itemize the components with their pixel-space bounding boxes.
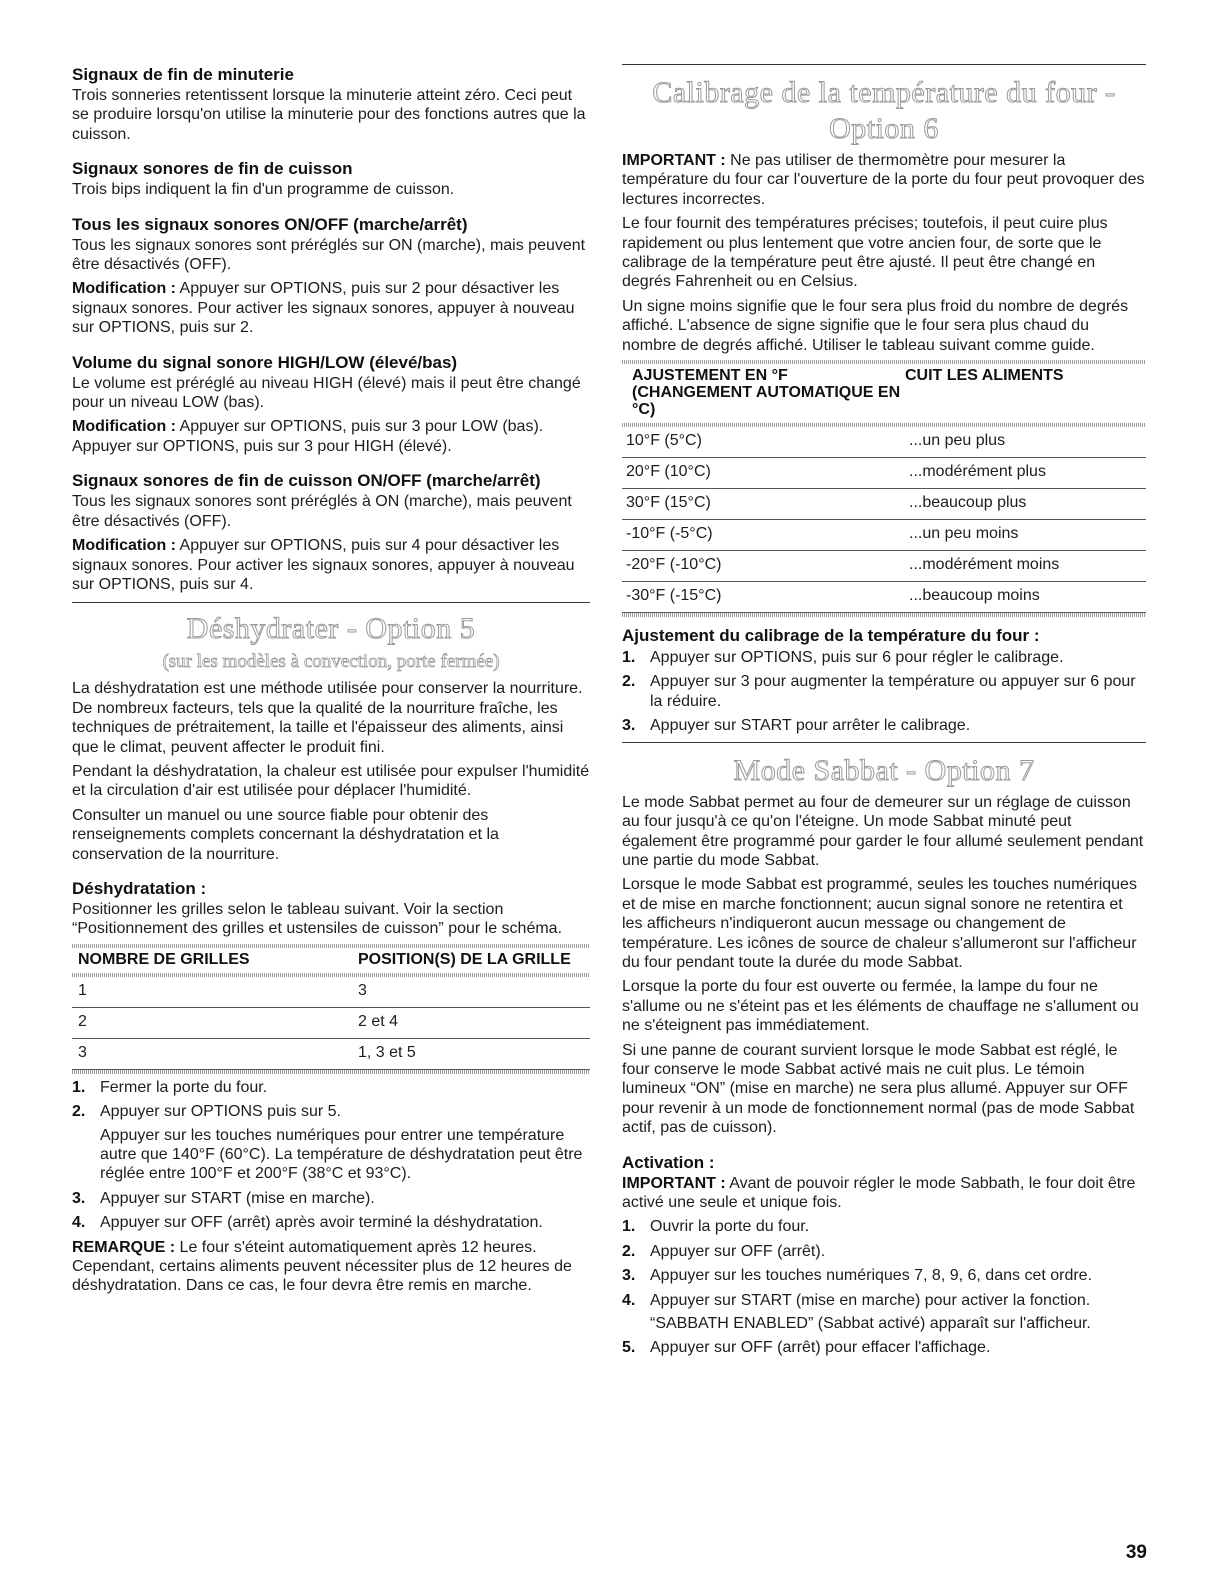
table-row: 3 1, 3 et 5 — [72, 1039, 590, 1070]
modification-paragraph: Modification : Appuyer sur OPTIONS, puis sur 3 pour LOW (bas). Appuyer sur OPTIONS, puis sur 3 pour HIGH (élevé). — [72, 418, 544, 455]
column-header: AJUSTEMENT EN °F (CHANGEMENT AUTOMATIQUE EN °C) — [632, 367, 901, 419]
section-heading: Ajustement du calibrage de la température du four : — [622, 626, 1040, 646]
calibration-steps — [622, 648, 1146, 736]
note-paragraph: REMARQUE : Le four s'éteint automatiquement après 12 heures. Cependant, certains aliments peuvent nécessiter plus de 12 heures de déshydratation. Dans ce cas, le four devra être remis en marche. — [72, 1238, 572, 1295]
table-row: 1 3 — [72, 977, 590, 1008]
list-item: 2. Appuyer sur 3 pour augmenter la température ou appuyer sur 6 pour la réduire. — [622, 673, 1136, 710]
column-header: NOMBRE DE GRILLES — [78, 950, 250, 968]
section-heading: Volume du signal sonore HIGH/LOW (élevé/bas) — [72, 352, 458, 372]
table-row: 30°F (15°C) ...beaucoup plus — [622, 489, 1146, 520]
paragraph: Trois bips indiquent la fin d'un programme de cuisson. — [72, 181, 455, 199]
paragraph: Le mode Sabbat permet au four de demeurer sur un réglage de cuisson au four jusqu'à ce qu'on l'éteigne. Un mode Sabbat minuté peut également être programmé pour garder le four allumé seulement pendant une partie du mode Sabbat. — [622, 793, 1144, 869]
section-heading: Tous les signaux sonores ON/OFF (marche/arrêt) — [72, 214, 468, 234]
section-title-calibration: Calibrage de la température du four - Option 6 — [652, 76, 1116, 145]
paragraph: Un signe moins signifie que le four sera plus froid du nombre de degrés affiché. L'absence de signe signifie que le four sera plus chaud du nombre de degrés affiché. Utiliser le tableau suivant comme guide. — [622, 297, 1129, 354]
section-title-dehydrate: Déshydrater - Option 5 — [186, 612, 476, 646]
table-row: -20°F (-10°C) ...modérément moins — [622, 551, 1146, 582]
paragraph: Pendant la déshydratation, la chaleur est utilisée pour expulser l'humidité et la circulation d'air est utilisée pour déplacer l'humidité. — [72, 762, 590, 800]
list-item: 5. Appuyer sur OFF (arrêt) pour effacer l'affichage. — [622, 1339, 991, 1357]
section-divider — [622, 742, 1146, 743]
left-column — [72, 64, 590, 1301]
table-row: 10°F (5°C) ...un peu plus — [622, 427, 1146, 458]
modification-paragraph: Modification : Appuyer sur OPTIONS, puis sur 4 pour désactiver les signaux sonores. Pour activer les signaux sonores, appuyer à nouveau sur OPTIONS, puis sur 4. — [72, 537, 575, 593]
calibration-table — [622, 360, 1146, 617]
section-subtitle: (sur les modèles à convection, porte fermée) — [162, 651, 500, 673]
section-title-sabbath: Mode Sabbat - Option 7 — [733, 753, 1035, 787]
paragraph: Si une panne de courant survient lorsque le mode Sabbat est réglé, le four conserve le mode Sabbat activé mais ne cuit plus. Le témoin lumineux “ON” (mise en marche) ne sera plus allumé. Appuyer sur OFF pour revenir à un mode de fonctionnement normal (pas de mode Sabbat actif, pas de cuisson). — [622, 1041, 1135, 1137]
section-heading: Signaux de fin de minuterie — [72, 65, 294, 84]
section-divider — [622, 64, 1146, 65]
list-item: 4. Appuyer sur START (mise en marche) pour activer la fonction. “SABBATH ENABLED” (Sabbat activé) apparaît sur l'afficheur. — [622, 1291, 1146, 1334]
section-heading: Déshydratation : — [72, 878, 207, 898]
table-row: 20°F (10°C) ...modérément plus — [622, 458, 1146, 489]
list-item: 1. Fermer la porte du four. — [72, 1078, 268, 1096]
modification-paragraph: Modification : Appuyer sur OPTIONS, puis sur 2 pour désactiver les signaux sonores. Pour activer les signaux sonores, appuyer à nouveau sur OPTIONS, puis sur 2. — [72, 280, 575, 337]
rack-position-table — [72, 944, 590, 1074]
paragraph: Lorsque la porte du four est ouverte ou fermée, la lampe du four ne s'allume ou ne s'éteint pas et les éléments de chauffage ne s'allument ou ne s'éteignent pas immédiatement. — [622, 978, 1139, 1035]
list-item: 2. Appuyer sur OFF (arrêt). — [622, 1242, 826, 1260]
paragraph: Tous les signaux sonores sont préréglés à ON (marche), mais peuvent être désactivés (OFF). — [72, 493, 572, 530]
table-bottom-border — [622, 613, 1146, 617]
list-item: 3. Appuyer sur START pour arrêter le calibrage. — [622, 717, 971, 735]
paragraph: Le volume est préréglé au niveau HIGH (élevé) mais il peut être changé pour un niveau LOW (bas). — [72, 374, 581, 412]
table-header — [622, 364, 1146, 423]
paragraph: La déshydratation est une méthode utilisée pour conserver la nourriture. De nombreux facteurs, tels que la qualité de la nourriture fraîche, les techniques de prétraitement, la taille et l'épaisseur des aliments, ainsi que le climat, peuvent affecter le produit fini. — [72, 680, 583, 756]
paragraph: Tous les signaux sonores sont préréglés sur ON (marche), mais peuvent être désactivés (OFF). — [72, 236, 586, 274]
list-item: 1. Ouvrir la porte du four. — [622, 1218, 810, 1236]
section-divider — [72, 602, 590, 603]
right-column — [622, 64, 1146, 1363]
column-header: CUIT LES ALIMENTS — [905, 367, 1064, 385]
list-item: 4. Appuyer sur OFF (arrêt) après avoir terminé la déshydratation. — [72, 1214, 543, 1232]
paragraph: Consulter un manuel ou une source fiable pour obtenir des renseignements complets concernant la déshydratation et la conservation de la nourriture. — [72, 806, 499, 863]
column-header: POSITION(S) DE LA GRILLE — [358, 950, 571, 968]
list-item: 2. Appuyer sur OPTIONS puis sur 5. Appuyer sur les touches numériques pour entrer une température autre que 140°F (60°C). La température de déshydratation peut être réglée entre 100°F et 200°F (38°C et 93°C). — [72, 1102, 590, 1184]
step-detail: Appuyer sur les touches numériques pour entrer une température autre que 140°F (60°C). La température de déshydratation peut être réglée entre 100°F et 200°F (38°C et 93°C). — [100, 1126, 583, 1183]
list-item: 1. Appuyer sur OPTIONS, puis sur 6 pour régler le calibrage. — [622, 649, 1064, 667]
table-row: -30°F (-15°C) ...beaucoup moins — [622, 582, 1146, 613]
paragraph: Le four fournit des températures précises; toutefois, il peut cuire plus rapidement ou plus lentement que votre ancien four, de sorte que le calibrage de la température peut être ajusté. Il peut être changé en degrés Fahrenheit ou en Celsius. — [622, 215, 1108, 291]
list-item: 3. Appuyer sur START (mise en marche). — [72, 1189, 375, 1207]
section-heading: Signaux sonores de fin de cuisson ON/OFF (marche/arrêt) — [72, 471, 541, 491]
list-item: 3. Appuyer sur les touches numériques 7, 8, 9, 6, dans cet ordre. — [622, 1267, 1093, 1285]
paragraph: Trois sonneries retentissent lorsque la minuterie atteint zéro. Ceci peut se produire lorsqu'on utilise la minuterie pour des fonctions autres que la cuisson. — [72, 87, 586, 143]
sabbath-steps — [622, 1217, 1146, 1357]
page-number: 39 — [1125, 1542, 1147, 1563]
table-row: -10°F (-5°C) ...un peu moins — [622, 520, 1146, 551]
step-detail: “SABBATH ENABLED” (Sabbat activé) apparaît sur l'afficheur. — [650, 1315, 1091, 1333]
section-heading: Signaux sonores de fin de cuisson — [72, 159, 353, 179]
table-header — [72, 948, 590, 973]
paragraph: Positionner les grilles selon le tableau suivant. Voir la section “Positionnement des grilles et ustensiles de cuisson” pour le schéma. — [72, 900, 563, 938]
important-paragraph: IMPORTANT : Avant de pouvoir régler le mode Sabbath, le four doit être activé une seule et unique fois. — [622, 1174, 1136, 1211]
important-paragraph: IMPORTANT : Ne pas utiliser de thermomètre pour mesurer la température du four car l'ouverture de la porte du four peut provoquer des lectures incorrectes. — [622, 152, 1145, 208]
dehydrate-steps — [72, 1078, 590, 1233]
table-bottom-border — [72, 1070, 590, 1074]
paragraph: Lorsque le mode Sabbat est programmé, seules les touches numériques et de mise en marche fonctionnent; aucun signal sonore ne retentira et les afficheurs n'indiqueront aucun message ou changement de température. Les icônes de source de chaleur s'allumeront sur l'afficheur du four pendant toute la durée du mode Sabbat. — [622, 876, 1137, 971]
section-heading: Activation : — [622, 1152, 715, 1172]
table-row: 2 2 et 4 — [72, 1008, 590, 1039]
